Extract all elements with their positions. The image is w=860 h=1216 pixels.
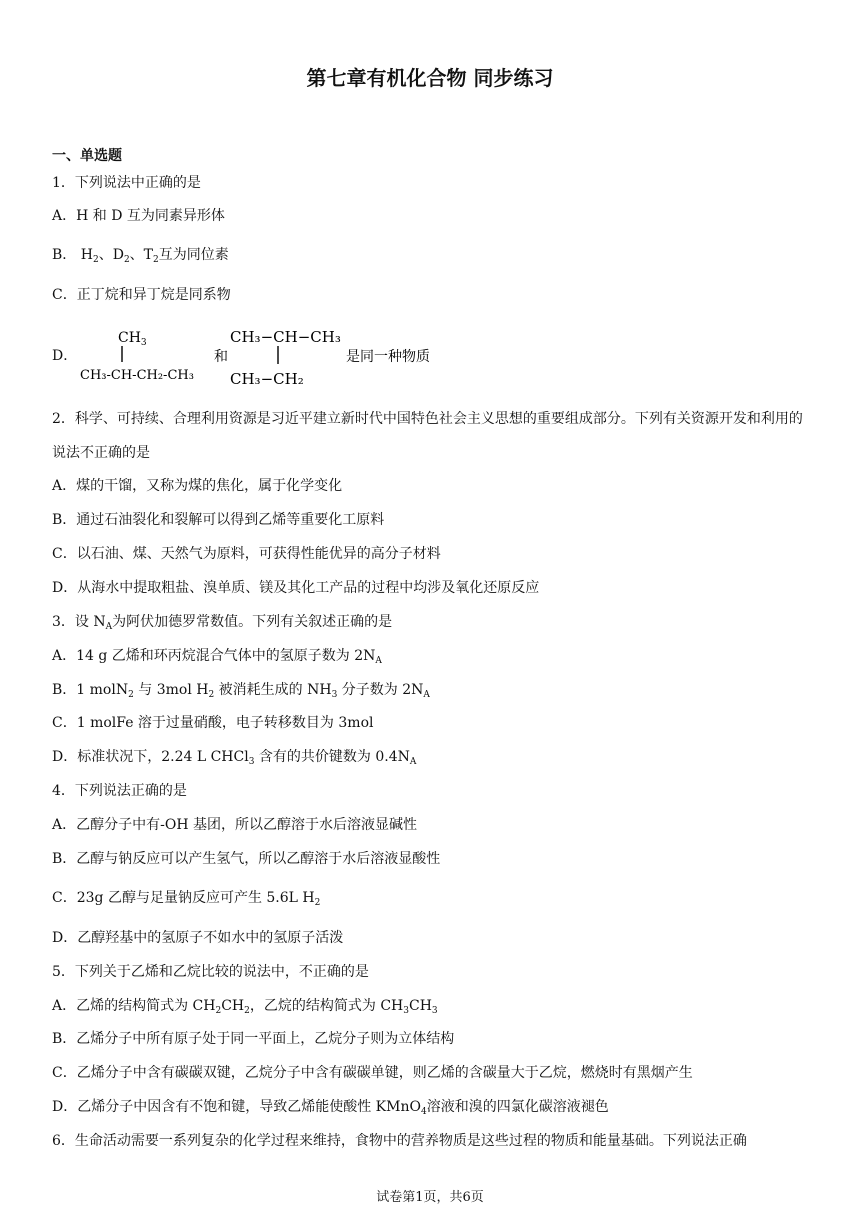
q3-option-a <box>52 646 382 671</box>
q1-b-sub3: 2 <box>153 255 159 265</box>
q1-option-b <box>52 245 229 270</box>
q5-d-s1: 4 <box>420 1107 427 1117</box>
q3-stem-post: 为阿伏加德罗常数值。下列有关叙述正确的是 <box>112 614 393 630</box>
q3-stem-sub: A <box>105 622 113 632</box>
q4-option-a: A．乙醇分子中有-OH 基团，所以乙醇溶于水后溶液显碱性 <box>52 817 417 833</box>
q3-b-3: 被消耗生成的 NH <box>214 682 332 698</box>
q5-a-s4: 3 <box>431 1006 438 1016</box>
q5-a-4: CH <box>408 998 432 1014</box>
q3-b-1: B．1 molN <box>52 682 129 698</box>
q3-b-2: 与 3mol H <box>133 682 209 698</box>
q4-stem: 4．下列说法正确的是 <box>52 783 187 799</box>
q1-d-prefix: D． <box>52 348 78 364</box>
q5-stem: 5．下列关于乙烯和乙烷比较的说法中，不正确的是 <box>52 964 369 980</box>
q1-b-sub1: 2 <box>92 255 99 265</box>
q2-option-b: B．通过石油裂化和裂解可以得到乙烯等重要化工原料 <box>52 512 385 528</box>
q5-option-c: C．乙烯分子中含有碳碳双键，乙烷分子中含有碳碳单键，则乙烯的含碳量大于乙烷，燃烧时有黑烟产生 <box>52 1065 693 1081</box>
q3-stem <box>52 612 392 637</box>
q4-option-d: D．乙醇羟基中的氢原子不如水中的氢原子活泼 <box>52 930 344 946</box>
q5-a-s1: 2 <box>215 1006 222 1016</box>
q6-stem: 6．生命活动需要一系列复杂的化学过程来维持，食物中的营养物质是这些过程的物质和能量基础。下列说法正确 <box>52 1133 747 1149</box>
page-title: 第七章有机化合物 同步练习 <box>306 66 554 90</box>
q5-option-d <box>52 1097 609 1122</box>
q3-d-2: 含有的共价键数为 0.4N <box>254 749 410 765</box>
q2-option-d: D．从海水中提取粗盐、溴单质、镁及其化工产品的过程中均涉及氧化还原反应 <box>52 580 540 596</box>
q3-option-b <box>52 680 430 705</box>
q3-a-sub: A <box>375 656 382 666</box>
struct1-chain: CH₃-CH-CH₂-CH₃ <box>80 368 194 383</box>
q3-d-s2: A <box>409 757 417 767</box>
struct1-ch3-top: $CH_3$ <box>118 330 147 348</box>
q5-d-2: 溶液和溴的四氯化碳溶液褪色 <box>426 1099 609 1115</box>
q1-stem: 1．下列说法中正确的是 <box>52 175 201 191</box>
q1-d-and: 和 <box>214 349 228 365</box>
q3-option-c: C．1 molFe 溶于过量硝酸，电子转移数目为 3mol <box>52 715 374 731</box>
q5-a-1: A．乙烯的结构简式为 CH <box>52 998 216 1014</box>
q2-option-c: C．以石油、煤、天然气为原料，可获得性能优异的高分子材料 <box>52 546 441 562</box>
section-heading: 一、单选题 <box>52 148 122 164</box>
q5-d-1: D．乙烯分子中因含有不饱和键，导致乙烯能使酸性 KMnO <box>52 1099 421 1115</box>
q5-a-2: CH <box>221 998 245 1014</box>
q4-option-b: B．乙醇与钠反应可以产生氢气，所以乙醇溶于水后溶液显酸性 <box>52 851 441 867</box>
q5-a-s2: 2 <box>244 1006 250 1016</box>
q2-stem: 2．科学、可持续、合理利用资源是习近平建立新时代中国特色社会主义思想的重要组成部分。下列有关资源开发和利用的说法不正确的是 <box>52 411 803 461</box>
struct2-bottom-chain: CH₃−CH₂ <box>230 370 304 388</box>
q3-b-s2: 2 <box>208 690 215 700</box>
page-footer: 试卷第1页，共6页 <box>376 1190 484 1205</box>
q1-b-suffix: 互为同位素 <box>158 247 229 263</box>
q2-option-a: A．煤的干馏，又称为煤的焦化，属于化学变化 <box>52 478 343 494</box>
q3-b-4: 分子数为 2N <box>337 682 424 698</box>
q1-b-h: H <box>80 247 93 263</box>
q1-structural-formulas <box>78 326 430 392</box>
q4-c-sub: 2 <box>314 898 321 908</box>
q3-d-s1: 3 <box>248 757 255 767</box>
q3-a-pre: A．14 g 乙烯和环丙烷混合气体中的氢原子数为 2N <box>52 648 376 664</box>
q5-a-s3: 3 <box>403 1006 409 1016</box>
q5-a-3: ，乙烷的结构简式为 CH <box>249 998 404 1014</box>
q3-option-d <box>52 747 416 772</box>
q5-option-b: B．乙烯分子中所有原子处于同一平面上，乙烷分子则为立体结构 <box>52 1031 455 1047</box>
q1-b-sub2: 2 <box>123 255 130 265</box>
q1-b-mid1: 、D <box>98 247 124 263</box>
q1-option-a: A．H 和 D 互为同素异形体 <box>52 208 225 224</box>
q5-option-a <box>52 996 438 1021</box>
q4-c-pre: C．23g 乙醇与足量钠反应可产生 5.6L H <box>52 890 315 906</box>
q1-option-c: C．正丁烷和异丁烷是同系物 <box>52 287 231 303</box>
q3-d-1: D．标准状况下，2.24 L CHCl <box>52 749 249 765</box>
q1-b-prefix: B． <box>52 247 77 263</box>
q4-option-c <box>52 888 320 913</box>
q3-b-s1: 2 <box>128 690 134 700</box>
q3-b-s4: A <box>423 690 430 700</box>
q1-d-suffix: 是同一种物质 <box>346 349 430 365</box>
q1-b-mid2: 、T <box>129 247 154 263</box>
q3-stem-pre: 3．设 N <box>52 614 106 630</box>
struct2-top-chain: CH₃−CH−CH₃ <box>230 328 341 346</box>
q3-b-s3: 3 <box>331 690 338 700</box>
